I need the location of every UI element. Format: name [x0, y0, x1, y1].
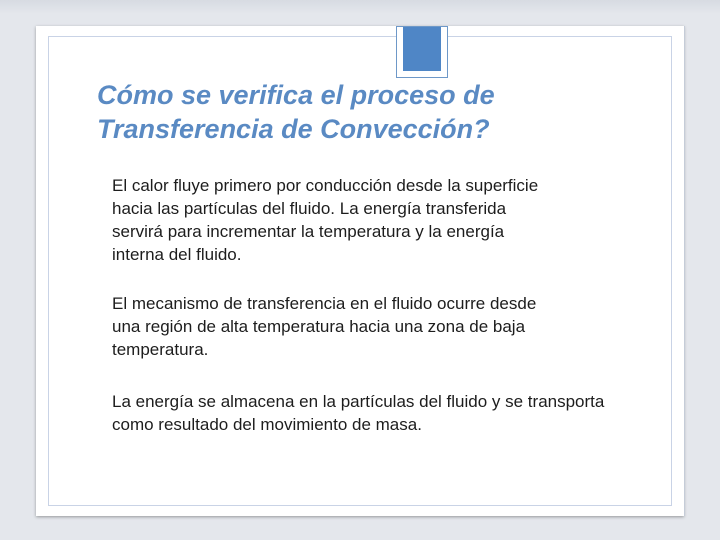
decorative-square	[396, 26, 448, 78]
slide-edge-line	[684, 26, 685, 516]
paragraph-energia: La energía se almacena en la partículas del fluido y se transporta como resultado del movimiento de masa.	[112, 392, 605, 434]
background-top-band	[0, 0, 720, 14]
slide-title	[97, 78, 657, 146]
decorative-square-fill	[403, 27, 441, 71]
slide-title-line-2: Transferencia de Convección?	[97, 114, 490, 144]
paragraph-conduccion: El calor fluye primero por conducción desde la superficie hacia las partículas del fluido. La energía transferida servirá para incrementar la temperatura y la energía interna del fluido.	[112, 176, 539, 264]
slide-title-line-1: Cómo se verifica el proceso de	[97, 80, 495, 110]
paragraph-mecanismo: El mecanismo de transferencia en el fluido ocurre desde una región de alta temperatura hacia una zona de baja temperatura.	[112, 294, 537, 359]
